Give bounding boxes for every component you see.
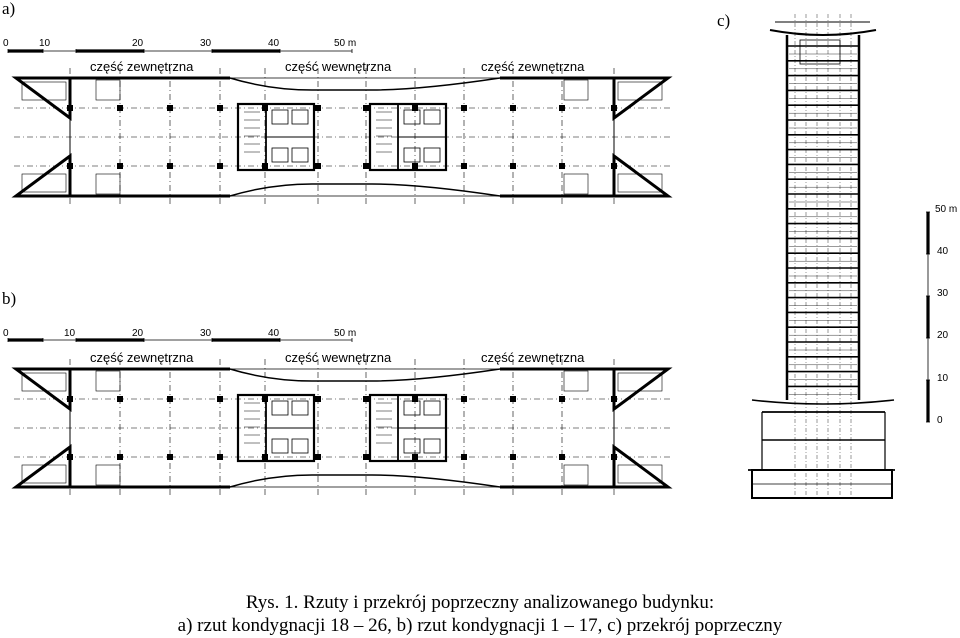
elevator [272, 401, 288, 415]
wing-right-top [614, 369, 668, 409]
column [461, 105, 467, 111]
column [510, 163, 516, 169]
section-scale-bar [926, 212, 930, 422]
elevator [272, 148, 288, 162]
column [611, 163, 617, 169]
plan-a-zone-middle: część wewnętrzna [285, 59, 392, 74]
column [363, 396, 369, 402]
elevator [404, 439, 420, 453]
elevator [424, 439, 440, 453]
column [559, 396, 565, 402]
figure-caption-line1: Rys. 1. Rzuty i przekrój poprzeczny analizowanego budynku: [245, 592, 715, 613]
service-room [564, 80, 588, 100]
column [559, 163, 565, 169]
column [559, 105, 565, 111]
plan-b-scale-10: 10 [64, 328, 76, 339]
plan-a-scale-30: 30 [200, 38, 212, 49]
plan-b-scale-40: 40 [268, 328, 280, 339]
column [363, 105, 369, 111]
service-room [564, 371, 588, 391]
service-room [96, 80, 120, 100]
plan-b-scale-30: 30 [200, 328, 212, 339]
facade-central-top [230, 78, 500, 90]
service-room [564, 465, 588, 485]
facade-central-bottom [230, 184, 500, 196]
column [67, 163, 73, 169]
facade-central-top [230, 369, 500, 381]
column [611, 396, 617, 402]
column [510, 454, 516, 460]
panel-label-a: a) [2, 0, 16, 18]
elevator [424, 110, 440, 124]
service-room [96, 174, 120, 194]
plan-b-scale-20: 20 [132, 328, 144, 339]
plan-a-zone-left: część zewnętrzna [90, 59, 194, 74]
column [363, 163, 369, 169]
service-room [564, 174, 588, 194]
wing-left-bottom [16, 447, 70, 487]
column [167, 454, 173, 460]
elevator [272, 439, 288, 453]
column [67, 396, 73, 402]
section-scale-50: 50 m [935, 204, 958, 215]
column [167, 396, 173, 402]
elevator [292, 439, 308, 453]
column [117, 163, 123, 169]
plan-a-scale-50: 50 m [334, 38, 357, 49]
plan-a-scale-20: 20 [132, 38, 144, 49]
column [217, 454, 223, 460]
figure-caption-line2: a) rzut kondygnacji 18 – 26, b) rzut kondygnacji 1 – 17, c) przekrój poprzeczny [177, 615, 783, 636]
floor-plan-b [14, 359, 670, 497]
column [510, 105, 516, 111]
elevator [292, 110, 308, 124]
column [117, 454, 123, 460]
column [315, 105, 321, 111]
plan-a-scale-bar [8, 49, 352, 53]
roof-canopy [770, 30, 876, 35]
column [461, 396, 467, 402]
wing-right-bottom [614, 447, 668, 487]
floor-plan-a [14, 68, 670, 206]
column [262, 396, 268, 402]
column [559, 454, 565, 460]
wing-right-top [614, 78, 668, 118]
plan-a-zone-right: część zewnętrzna [481, 59, 585, 74]
column [315, 396, 321, 402]
plan-a-scale-40: 40 [268, 38, 280, 49]
elevator [424, 401, 440, 415]
section-scale-30: 30 [937, 288, 949, 299]
column [167, 163, 173, 169]
column [611, 105, 617, 111]
cross-section-tower [748, 14, 895, 500]
wing-right-bottom [614, 156, 668, 196]
service-room [96, 465, 120, 485]
column [167, 105, 173, 111]
plan-b-scale-bar [8, 338, 352, 342]
section-scale-0: 0 [937, 415, 943, 426]
section-scale-10: 10 [937, 373, 949, 384]
plan-b-scale-50: 50 m [334, 328, 357, 339]
column [217, 163, 223, 169]
plan-b-zone-middle: część wewnętrzna [285, 350, 392, 365]
section-scale-40: 40 [937, 246, 949, 257]
elevator [292, 401, 308, 415]
column [363, 454, 369, 460]
elevator [424, 148, 440, 162]
plan-b-zone-right: część zewnętrzna [481, 350, 585, 365]
section-scale-20: 20 [937, 330, 949, 341]
column [117, 105, 123, 111]
column [315, 454, 321, 460]
column [315, 163, 321, 169]
wing-left-top [16, 369, 70, 409]
column [611, 454, 617, 460]
column [461, 163, 467, 169]
column [217, 105, 223, 111]
plan-b-zone-left: część zewnętrzna [90, 350, 194, 365]
column [217, 396, 223, 402]
elevator [404, 148, 420, 162]
column [67, 105, 73, 111]
podium-canopy [752, 400, 894, 404]
column [117, 396, 123, 402]
panel-label-b: b) [2, 289, 17, 308]
wing-left-top [16, 78, 70, 118]
elevator [404, 110, 420, 124]
facade-central-bottom [230, 475, 500, 487]
plan-a-scale-0: 0 [3, 38, 9, 49]
service-room [96, 371, 120, 391]
column [262, 105, 268, 111]
elevator [404, 401, 420, 415]
plan-b-scale-0: 0 [3, 328, 9, 339]
column [67, 454, 73, 460]
plan-a-scale-10: 10 [39, 38, 51, 49]
column [412, 163, 418, 169]
elevator [292, 148, 308, 162]
column [461, 454, 467, 460]
panel-label-c: c) [717, 11, 731, 30]
column [412, 454, 418, 460]
column [262, 454, 268, 460]
wing-left-bottom [16, 156, 70, 196]
elevator [272, 110, 288, 124]
column [262, 163, 268, 169]
column [510, 396, 516, 402]
